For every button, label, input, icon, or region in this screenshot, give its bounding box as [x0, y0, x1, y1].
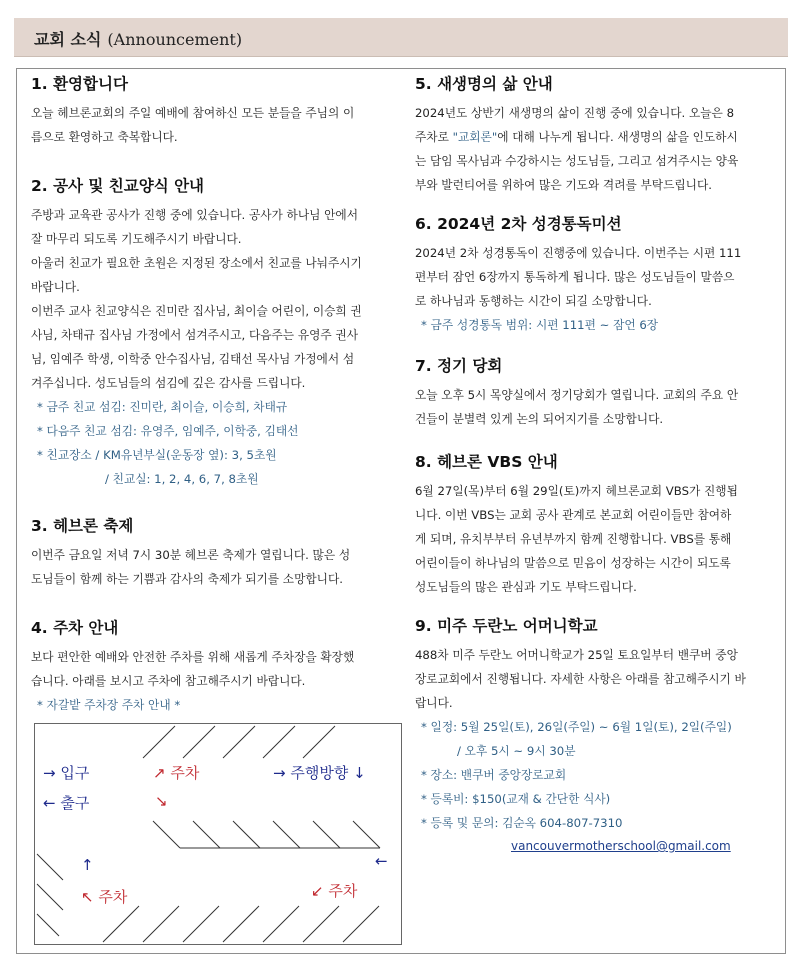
parking-text: 주차 [170, 764, 200, 782]
section-festival [31, 515, 397, 591]
stall-line [273, 821, 300, 848]
text-span: 주차로 [415, 130, 453, 144]
parking-label-bottom-right: ↙ 주차 [311, 882, 358, 900]
note-line: * 다음주 친교 섬김: 유영주, 임예주, 이학중, 김태선 [37, 424, 299, 438]
paragraph-line: 어린이들이 하나님의 말씀으로 믿음이 성장하는 시간이 되도록 [415, 556, 731, 570]
parking-diagram [34, 723, 402, 945]
paragraph-line: 건들이 분별력 있게 논의 되어지기를 소망합니다. [415, 412, 664, 426]
note-line: * 장소: 밴쿠버 중앙장로교회 [421, 768, 567, 782]
stall-line [37, 914, 59, 936]
stall-line [313, 821, 340, 848]
section-title: 8. 헤브론 VBS 안내 [415, 453, 558, 471]
page-title [34, 27, 242, 50]
section-construction [31, 175, 397, 491]
entrance-label: → 입구 [43, 764, 90, 782]
note-line: / 오후 5시 ~ 9시 30분 [457, 744, 576, 758]
paragraph-line [415, 125, 779, 149]
section-session-meeting [415, 355, 779, 431]
section-parking [31, 617, 397, 717]
stall-line [143, 726, 175, 758]
paragraph-line: 부와 발런티어를 위하여 많은 기도와 격려를 부탁드립니다. [415, 178, 712, 192]
text-span: 에 대해 나누게 됩니다. 새생명의 삶을 인도하시 [497, 130, 738, 144]
section-bible-reading [415, 213, 779, 337]
highlighted-topic: "교회론" [452, 130, 498, 144]
stall-line [103, 906, 139, 942]
note-line: * 일정: 5월 25일(토), 26일(주일) ~ 6월 1일(토), 2일(주일) [421, 720, 732, 734]
paragraph-line: 게 되며, 유치부부터 유년부까지 함께 진행합니다. VBS를 통해 [415, 532, 732, 546]
stall-line [263, 906, 299, 942]
stall-line [37, 854, 63, 880]
paragraph-line: 장로교회에서 진행됩니다. 자세한 사항은 아래를 참고해주시기 바 [415, 672, 746, 686]
exit-label: ← 출구 [43, 794, 90, 812]
section-mother-school [415, 615, 779, 859]
stall-line [303, 906, 339, 942]
parking-lines [35, 724, 401, 944]
stall-line [183, 726, 215, 758]
paragraph-line: 사님, 차태규 집사님 가정에서 섬겨주시고, 다음주는 유영주 권사 [31, 328, 358, 342]
paragraph-line: 오늘 오후 5시 목양실에서 정기당회가 열립니다. 교회의 주요 안 [415, 388, 739, 402]
stall-line [353, 821, 380, 848]
section-title: 1. 환영합니다 [31, 75, 128, 93]
paragraph-line: 아울러 친교가 필요한 초원은 지정된 장소에서 친교를 나눠주시기 [31, 256, 362, 270]
paragraph-line: 름으로 환영하고 축복합니다. [31, 130, 178, 144]
note-line: * 등록비: $150(교재 & 간단한 식사) [421, 792, 611, 806]
stall-line [153, 821, 180, 848]
page-title-korean: 교회 소식 [34, 30, 102, 49]
section-title: 2. 공사 및 친교양식 안내 [31, 177, 205, 195]
driving-direction-label: → 주행방향 ↓ [273, 764, 366, 782]
parking-label-bottom-left: ↖ 주차 [81, 888, 128, 906]
parking-label-top: ↗ 주차 [153, 764, 200, 782]
section-welcome [31, 73, 397, 149]
page-title-english: (Announcement) [107, 30, 243, 49]
paragraph-line: 이번주 금요일 저녁 7시 30분 헤브론 축제가 열립니다. 많은 성 [31, 548, 351, 562]
note-line: * 금주 친교 섬김: 진미란, 최이슬, 이승희, 차태규 [37, 400, 288, 414]
note-line: * 자갈밭 주차장 주차 안내 * [37, 698, 181, 712]
arrow-down-right-icon: ↘ [155, 792, 168, 810]
section-title: 5. 새생명의 삶 안내 [415, 75, 553, 93]
paragraph-line: 2024년 2차 성경통독이 진행중에 있습니다. 이번주는 시편 111 [415, 246, 742, 260]
paragraph-line: 도님들이 함께 하는 기쁨과 감사의 축제가 되기를 소망합니다. [31, 572, 343, 586]
parking-text: 주차 [98, 888, 128, 906]
section-header-bar [14, 18, 788, 57]
paragraph-line: 보다 편안한 예배와 안전한 주차를 위해 새롭게 주차장을 확장했 [31, 650, 355, 664]
note-line: * 친교장소 / KM유년부실(운동장 옆): 3, 5초원 [37, 448, 277, 462]
parking-text: 주차 [328, 882, 358, 900]
stall-line [223, 726, 255, 758]
paragraph-line: 는 담임 목사님과 수강하시는 성도님들, 그리고 섬겨주시는 양육 [415, 154, 739, 168]
stall-line [223, 906, 259, 942]
email-link[interactable]: vancouvermotherschool@gmail.com [511, 839, 731, 853]
section-title: 7. 정기 당회 [415, 357, 503, 375]
paragraph-line: 오늘 헤브론교회의 주일 예배에 참여하신 모든 분들을 주님의 이 [31, 106, 355, 120]
section-title: 3. 헤브론 축제 [31, 517, 134, 535]
note-line: * 등록 및 문의: 김순옥 604-807-7310 [421, 816, 623, 830]
section-vbs [415, 451, 779, 599]
section-title: 6. 2024년 2차 성경통독미션 [415, 215, 622, 233]
section-title: 4. 주차 안내 [31, 619, 119, 637]
paragraph-line: 잘 마무리 되도록 기도해주시기 바랍니다. [31, 232, 242, 246]
stall-line [183, 906, 219, 942]
stall-line [143, 906, 179, 942]
paragraph-line: 편부터 잠언 6장까지 통독하게 됩니다. 많은 성도님들이 말씀으 [415, 270, 735, 284]
paragraph-line: 주방과 교육관 공사가 진행 중에 있습니다. 공사가 하나님 안에서 [31, 208, 358, 222]
paragraph-line: 니다. 이번 VBS는 교회 공사 관계로 본교회 어린이들만 참여하 [415, 508, 732, 522]
announcement-frame [16, 68, 786, 954]
paragraph-line: 님, 임예주 학생, 이학중 안수집사님, 김태선 목사님 가정에서 섬 [31, 352, 355, 366]
stall-line [303, 726, 335, 758]
paragraph-line: 로 하나님과 동행하는 시간이 되길 소망합니다. [415, 294, 652, 308]
stall-line [233, 821, 260, 848]
stall-line [263, 726, 295, 758]
paragraph-line: 488차 미주 두란노 어머니학교가 25일 토요일부터 밴쿠버 중앙 [415, 648, 738, 662]
arrow-left-icon: ← [375, 852, 388, 870]
paragraph-line: 이번주 교사 친교양식은 진미란 집사님, 최이슬 어린이, 이승희 권 [31, 304, 362, 318]
paragraph-line: 겨주십니다. 성도님들의 섬김에 깊은 감사를 드립니다. [31, 376, 306, 390]
stall-line [37, 884, 63, 910]
paragraph-line: 랍니다. [415, 696, 453, 710]
section-title: 9. 미주 두란노 어머니학교 [415, 617, 598, 635]
paragraph-line: 2024년도 상반기 새생명의 삶이 진행 중에 있습니다. 오늘은 8 [415, 106, 734, 120]
stall-line [193, 821, 220, 848]
note-line: * 금주 성경통독 범위: 시편 111편 ~ 잠언 6장 [421, 318, 659, 332]
paragraph-line: 6월 27일(목)부터 6월 29일(토)까지 헤브론교회 VBS가 진행됩 [415, 484, 738, 498]
paragraph-line: 성도님들의 많은 관심과 기도 부탁드립니다. [415, 580, 637, 594]
paragraph-line: 바랍니다. [31, 280, 80, 294]
paragraph-line: 습니다. 아래를 보시고 주차에 참고해주시기 바랍니다. [31, 674, 306, 688]
stall-line [343, 906, 379, 942]
arrow-up-icon: ↑ [81, 856, 94, 874]
section-new-life [415, 73, 779, 197]
note-line: / 친교실: 1, 2, 4, 6, 7, 8초원 [105, 472, 259, 486]
